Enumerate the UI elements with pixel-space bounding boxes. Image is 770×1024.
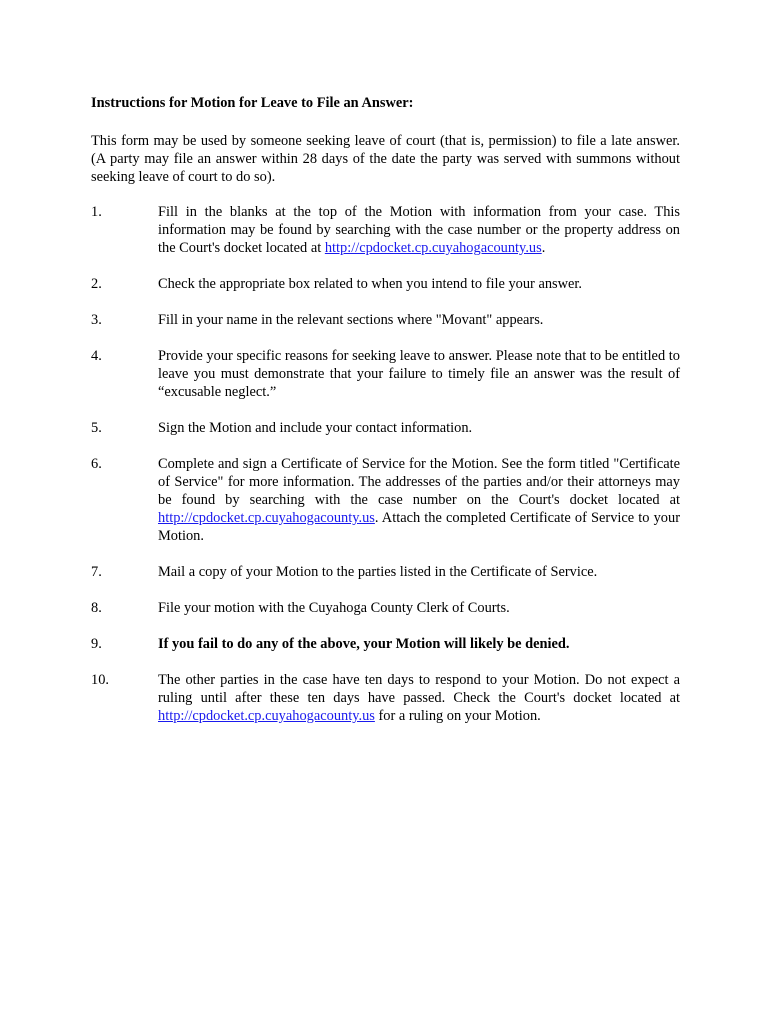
item-text: File your motion with the Cuyahoga County Clerk of Courts.	[158, 600, 510, 616]
item-text: Fill in your name in the relevant sections where "Movant" appears.	[158, 312, 544, 328]
list-item-3	[91, 311, 680, 329]
document-page	[91, 94, 680, 743]
item-text-warning: If you fail to do any of the above, your Motion will likely be denied.	[158, 636, 570, 652]
item-number: 7.	[91, 564, 102, 580]
list-item-4	[91, 347, 680, 401]
item-number: 6.	[91, 456, 102, 472]
list-item-6	[91, 455, 680, 545]
list-item-8	[91, 599, 680, 617]
item-text: Provide your specific reasons for seeking leave to answer. Please note that to be entitled to leave you must demonstrate that your failure to timely file an answer was the result of “excusable neglect.”	[158, 348, 680, 400]
intro-paragraph: This form may be used by someone seeking leave of court (that is, permission) to file a late answer. (A party may file an answer within 28 days of the date the party was served with summons without seeking leave of court to do so).	[91, 133, 680, 185]
item-number: 9.	[91, 636, 102, 652]
item-text-before-link: The other parties in the case have ten days to respond to your Motion. Do not expect a ruling until after these ten days have passed. Check the Court's docket located at	[158, 672, 680, 706]
list-item-2	[91, 275, 680, 293]
item-text: Check the appropriate box related to when you intend to file your answer.	[158, 276, 582, 292]
docket-link[interactable]: http://cpdocket.cp.cuyahogacounty.us	[158, 708, 375, 724]
item-number: 1.	[91, 204, 102, 220]
list-item-9	[91, 635, 680, 653]
list-item-7	[91, 563, 680, 581]
item-number: 4.	[91, 348, 102, 364]
list-item-1	[91, 203, 680, 257]
item-number: 5.	[91, 420, 102, 436]
docket-link[interactable]: http://cpdocket.cp.cuyahogacounty.us	[324, 240, 542, 256]
instruction-list	[91, 203, 680, 725]
item-text: Mail a copy of your Motion to the parties listed in the Certificate of Service.	[158, 564, 598, 580]
item-text-after-link: .	[541, 240, 546, 256]
item-text-before-link: Fill in the blanks at the top of the Motion with information from your case. This information may be found by searching with the case number or the property address on the Court's docket located at	[158, 204, 680, 256]
item-text	[158, 456, 680, 544]
item-number: 8.	[91, 600, 102, 616]
item-number: 10.	[91, 672, 109, 688]
list-item-5	[91, 419, 680, 437]
document-title: Instructions for Motion for Leave to File an Answer:	[91, 95, 414, 111]
item-text: Sign the Motion and include your contact information.	[158, 420, 473, 436]
item-text	[158, 204, 680, 256]
item-number: 2.	[91, 276, 102, 292]
item-text-before-link: Complete and sign a Certificate of Service for the Motion. See the form titled "Certificate of Service" for more information. The addresses of the parties and/or their attorneys may be found by searching with the case number on the Court's docket located at	[158, 456, 680, 508]
item-text-after-link: . Attach the completed Certificate of Service to your Motion.	[158, 510, 680, 544]
item-text-after-link: for a ruling on your Motion.	[374, 708, 541, 724]
docket-link[interactable]: http://cpdocket.cp.cuyahogacounty.us	[158, 510, 375, 526]
item-text	[158, 672, 680, 724]
list-item-10	[91, 671, 680, 725]
item-number: 3.	[91, 312, 102, 328]
